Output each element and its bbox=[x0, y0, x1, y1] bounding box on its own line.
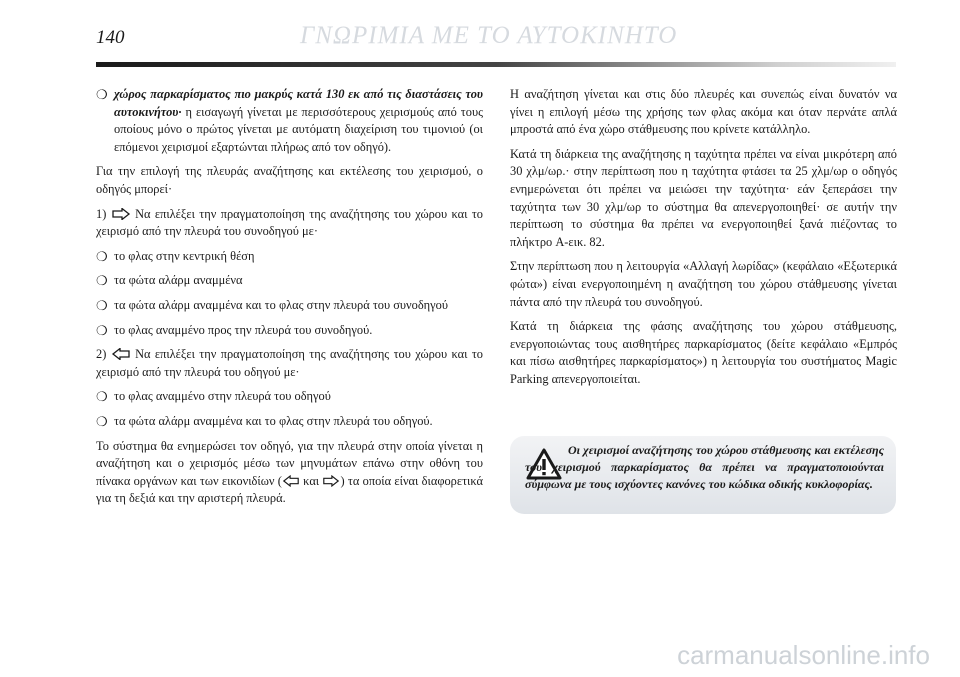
list-passenger-side bbox=[96, 248, 483, 339]
bullet-circle-icon: ❍ bbox=[96, 389, 108, 405]
left-column bbox=[96, 86, 483, 515]
left-arrow-outline-icon bbox=[282, 475, 300, 487]
page-number: 140 bbox=[96, 27, 125, 48]
list-item bbox=[96, 413, 483, 431]
list-item-text: το φλας στην κεντρική θέση bbox=[114, 248, 255, 263]
right-arrow-outline-icon bbox=[111, 208, 131, 220]
right-column bbox=[510, 86, 897, 396]
list-item bbox=[96, 322, 483, 340]
numbered-paragraph bbox=[96, 346, 483, 381]
bullet-paragraph bbox=[96, 86, 483, 156]
paragraph: Κατά τη διάρκεια της αναζήτησης η ταχύτητα πρέπει να είναι μικρότερη από 30 χλμ/ωρ.· στην περίπτωση που η ταχύτητα φτάσει τα 25 χλμ/ωρ ο οδηγός ενημερώνεται ότι πρέπει να μειώσει την ταχύτητα· εάν ξεπεράσει την ταχύτητα των 30 χλμ/ωρ το σύστημα θα απενεργοποιηθεί· σε αυτήν την περίπτωση το σύστημα θα πρέπει να ενεργοποιηθεί ξανά πιέζοντας το πλήκτρο A-εικ. 82. bbox=[510, 146, 897, 249]
right-arrow-outline-icon bbox=[322, 475, 340, 487]
paragraph-text: η εισαγωγή γίνεται με περισσότερους χειρισμούς από τους οποίους μόνο ο πρώτος γίνεται με αυτόματη διαχείριση του τιμονιού (οι επόμενοι χειρισμοί εξαρτώνται πλήρως από τον οδηγό). bbox=[114, 104, 483, 154]
paragraph-text: Να επιλέξει την πραγματοποίηση της αναζήτησης του χώρου και το χειρισμό από την πλευρά του οδηγού με· bbox=[96, 347, 483, 379]
bullet-circle-icon: ❍ bbox=[96, 297, 108, 313]
paragraph-text: ) τα οποία είναι διαφορετικά για τη δεξιά και την αριστερή πλευρά. bbox=[96, 473, 484, 506]
paragraph: Για την επιλογή της πλευράς αναζήτησης και εκτέλεσης του χειρισμού, ο οδηγός μπορεί· bbox=[96, 164, 483, 196]
bullet-circle-icon: ❍ bbox=[96, 248, 108, 264]
list-item-text: τα φώτα αλάρμ αναμμένα bbox=[114, 273, 243, 288]
bullet-circle-icon: ❍ bbox=[96, 87, 108, 102]
list-number: 2) bbox=[96, 347, 107, 362]
list-number: 1) bbox=[96, 206, 107, 221]
paragraph-text: Το σύστημα θα ενημερώσει τον οδηγό, για την πλευρά στην οποία γίνεται η αναζήτηση και ο χειρισμός μέσω των μηνυμάτων επάνω στην οθόνη του πίνακα οργάνων και των εικονιδίων ( bbox=[96, 438, 483, 488]
paragraph: Στην περίπτωση που η λειτουργία «Αλλαγή λωρίδας» (κεφάλαιο «Εξωτερικά φώτα») είναι ενεργοποιημένη η αναζήτηση του χώρου στάθμευσης γίνεται πάντα από την πλευρά του συνοδηγού. bbox=[510, 259, 897, 309]
bullet-circle-icon: ❍ bbox=[96, 273, 108, 289]
warning-box bbox=[510, 436, 896, 514]
list-item-text: το φλας αναμμένο προς την πλευρά του συνοδηγού. bbox=[114, 322, 373, 337]
watermark: carmanualsonline.info bbox=[677, 640, 930, 670]
emphasis-text: χώρος παρκαρίσματος πιο μακρύς κατά 130 εκ από τις διαστάσεις του αυτοκινήτου· bbox=[114, 87, 483, 119]
paragraph-text: Να επιλέξει την πραγματοποίηση της αναζήτησης του χώρου και το χειρισμό από την πλευρά του συνοδηγού με· bbox=[96, 206, 483, 239]
paragraph bbox=[96, 438, 483, 508]
paragraph-text: και bbox=[299, 473, 323, 488]
warning-text: Οι χειρισμοί αναζήτησης του χώρου στάθμευσης και εκτέλεσης του χειρισμού παρκαρίσματος θα πρέπει να πραγματοποιούνται σύμφωνα με τους ισχύοντες κανόνες του κώδικα οδικής κυκλοφορίας. bbox=[525, 443, 884, 491]
paragraph: Κατά τη διάρκεια της φάσης αναζήτησης του χώρου στάθμευσης, ενεργοποιώντας τους αισθητήρες παρκαρίσματος (δείτε κεφάλαιο «Εμπρός και πίσω αισθητήρες παρκαρίσματος») η λειτουργία του συστήματος Magic Parking απενεργοποιείται. bbox=[510, 319, 897, 386]
page-header-title: ΓΝΩΡΙΜΙΑ ΜΕ ΤΟ ΑΥΤΟΚΙΝΗΤΟ bbox=[300, 22, 678, 49]
list-item-text: τα φώτα αλάρμ αναμμένα και το φλας στην πλευρά του οδηγού. bbox=[114, 413, 433, 428]
header-divider bbox=[96, 62, 896, 67]
list-item bbox=[96, 297, 483, 315]
bullet-circle-icon: ❍ bbox=[96, 322, 108, 338]
list-item-text: τα φώτα αλάρμ αναμμένα και το φλας στην πλευρά του συνοδηγού bbox=[114, 297, 448, 312]
left-arrow-outline-icon bbox=[111, 348, 131, 360]
list-item bbox=[96, 272, 483, 290]
list-item bbox=[96, 388, 483, 406]
paragraph: Η αναζήτηση γίνεται και στις δύο πλευρές και συνεπώς είναι δυνατόν να γίνει η επιλογή μέσω της χρήσης των φλας ακόμα και όταν περνάτε απλά μπροστά από ένα χώρο στάθμευσης που κρίνετε κατάλληλο. bbox=[510, 87, 897, 137]
bullet-circle-icon: ❍ bbox=[96, 413, 108, 429]
list-item bbox=[96, 248, 483, 266]
list-item-text: το φλας αναμμένο στην πλευρά του οδηγού bbox=[114, 389, 331, 404]
numbered-paragraph bbox=[96, 206, 483, 241]
list-driver-side bbox=[96, 388, 483, 430]
